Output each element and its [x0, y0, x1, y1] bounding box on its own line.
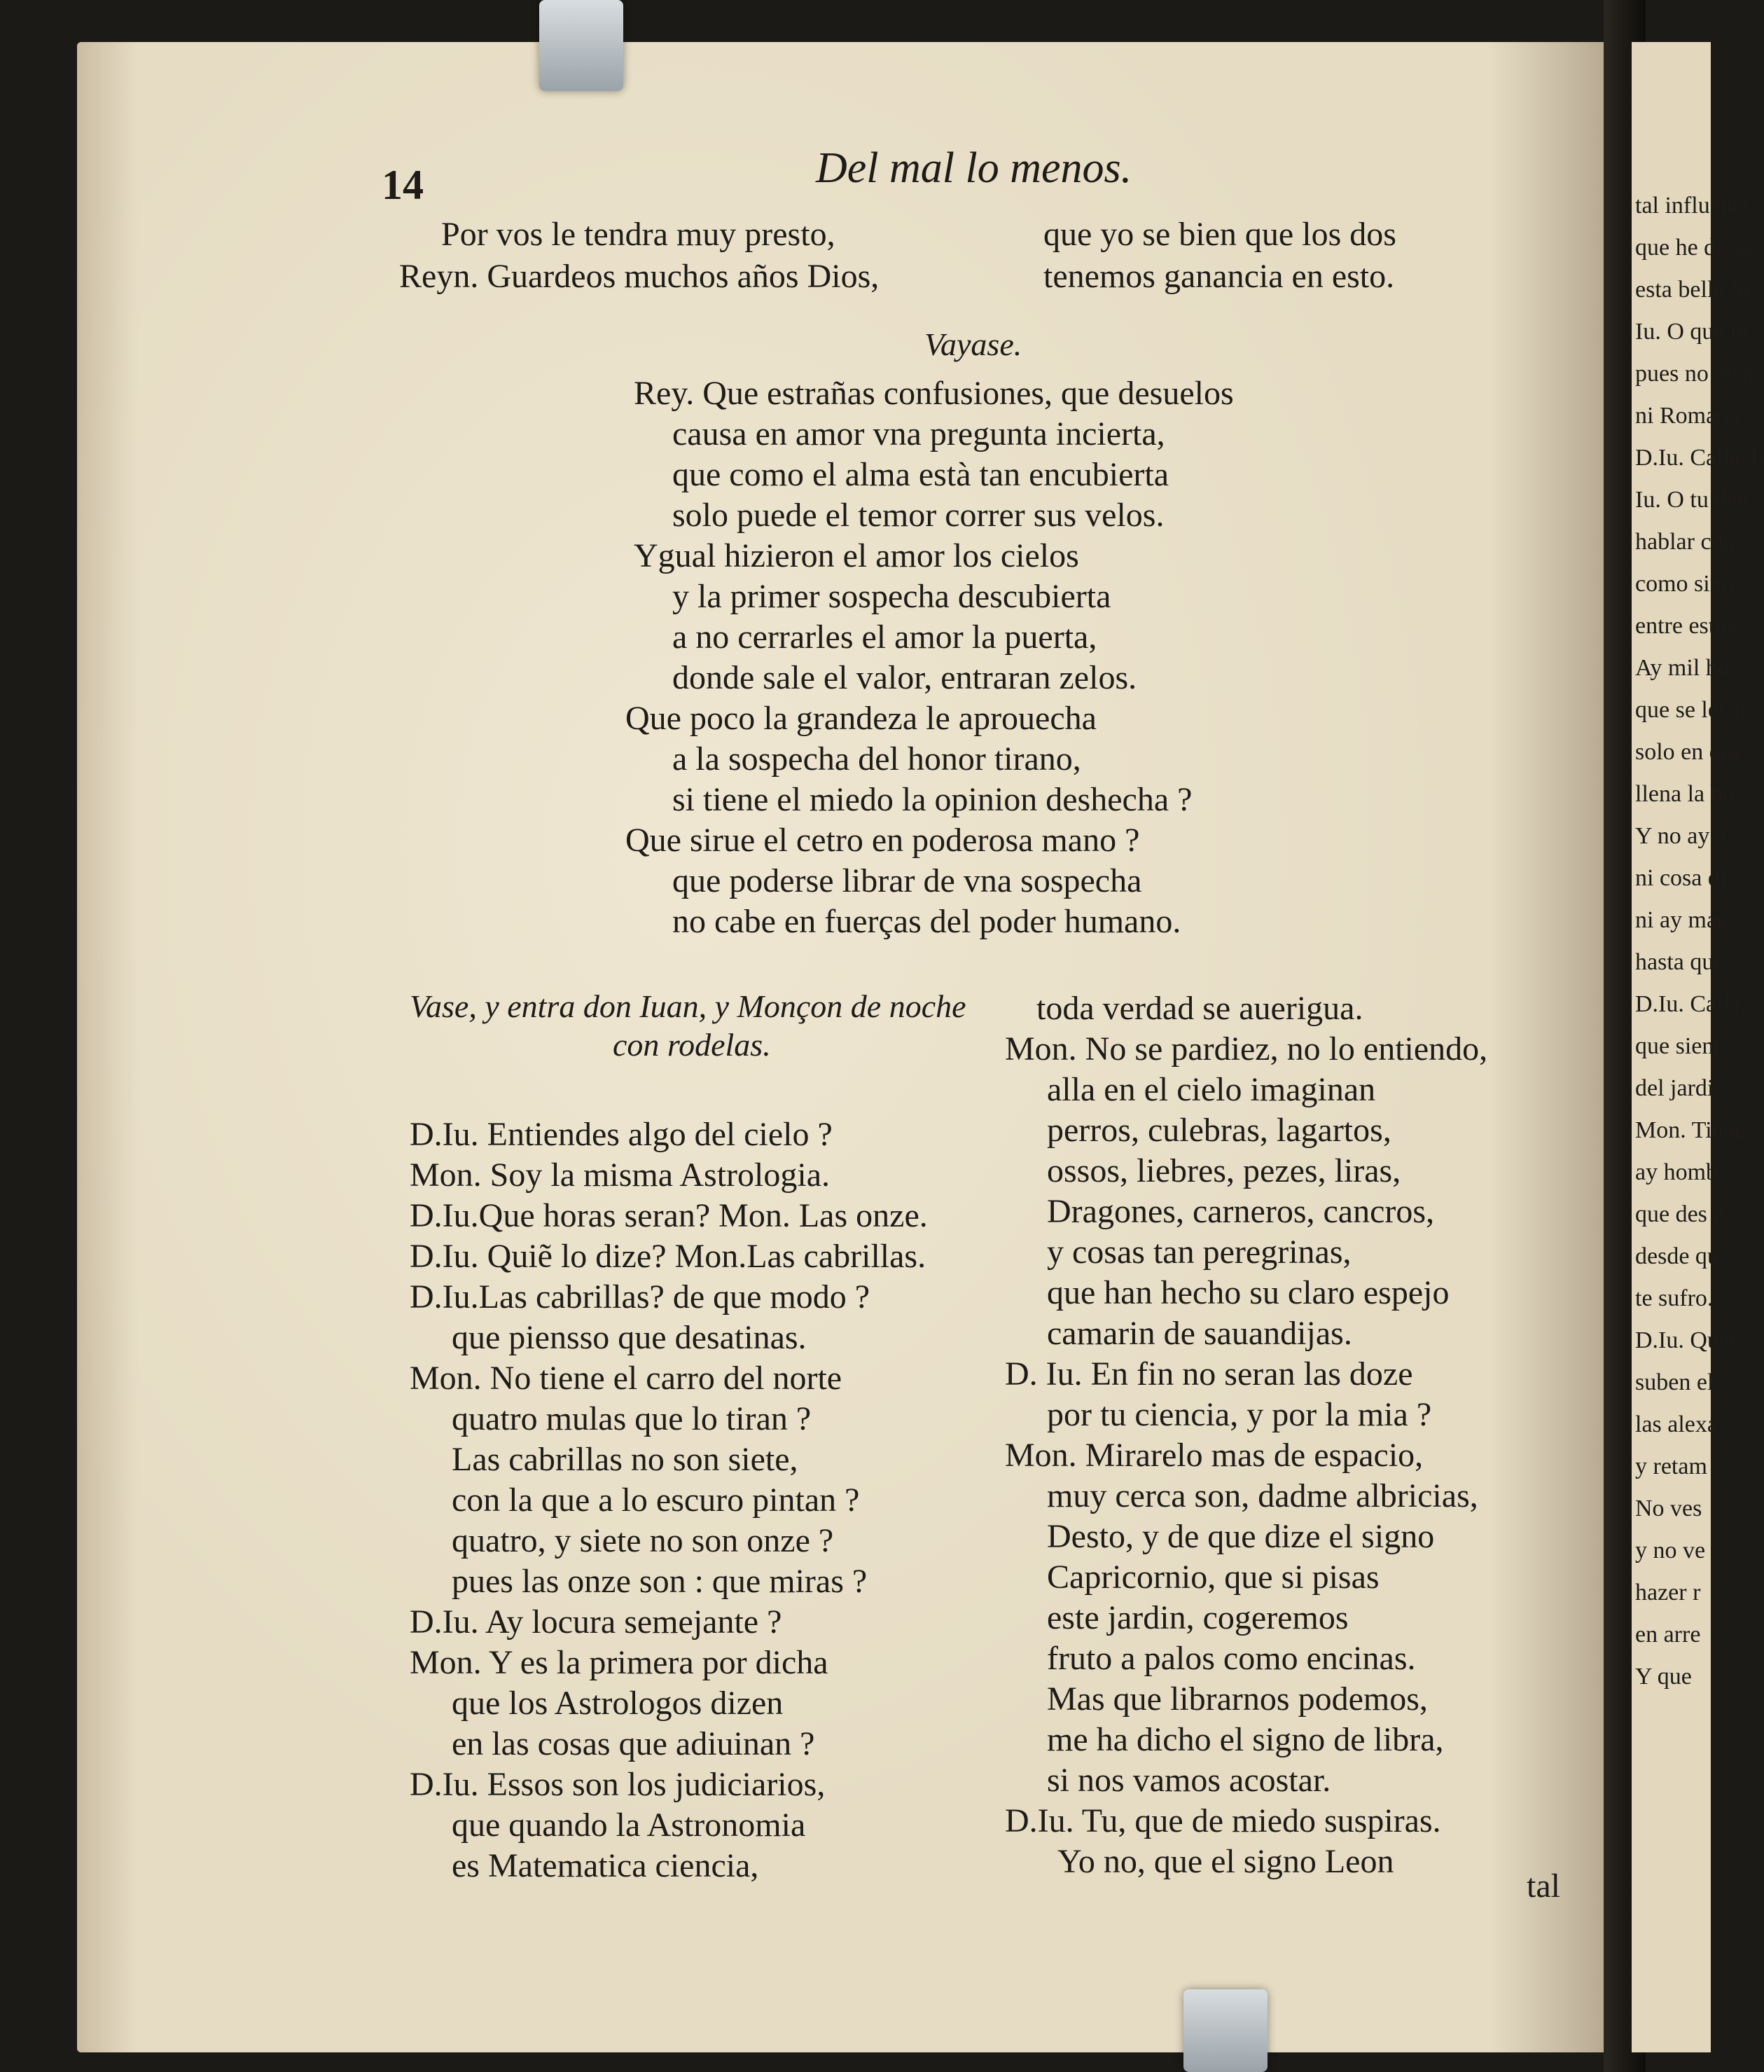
dialogue-line: Mon. Y es la primera por dicha — [410, 1644, 828, 1681]
facing-line: ni Romano — [1635, 403, 1741, 429]
page-clip-top — [539, 0, 623, 91]
top-left-line-2: Reyn. Guardeos muchos años Dios, — [399, 258, 880, 295]
page-clip-bottom — [1183, 1989, 1268, 2072]
sonnet-line: que poderse librar de vna sospecha — [672, 862, 1142, 899]
dialogue-line: fruto a palos como encinas. — [1047, 1640, 1416, 1677]
dialogue-line: Las cabrillas no son siete, — [452, 1441, 798, 1478]
facing-line: Y que — [1635, 1664, 1692, 1690]
sonnet-line: no cabe en fuerças del poder humano. — [672, 903, 1181, 940]
dialogue-line: Capricornio, que si pisas — [1047, 1559, 1380, 1596]
dialogue-line: por tu ciencia, y por la mia ? — [1047, 1396, 1432, 1433]
dialogue-line: que piensso que desatinas. — [452, 1319, 807, 1356]
facing-line: Y no ay a — [1635, 823, 1726, 849]
dialogue-line: me ha dicho el signo de libra, — [1047, 1721, 1444, 1758]
facing-line: y no ve — [1635, 1538, 1706, 1563]
facing-line: ay homb — [1635, 1159, 1718, 1185]
dialogue-line: quatro mulas que lo tiran ? — [452, 1400, 812, 1437]
facing-line: Iu. O que m — [1635, 319, 1749, 345]
facing-line: del jardi — [1635, 1075, 1714, 1101]
dialogue-line: perros, culebras, lagartos, — [1047, 1112, 1391, 1149]
dialogue-line: quatro, y siete no son onze ? — [452, 1522, 834, 1559]
facing-line: y retam — [1635, 1453, 1707, 1479]
stage-direction-vayase: Vayase. — [924, 326, 1022, 362]
dialogue-line: que los Astrologos dizen — [452, 1685, 784, 1722]
facing-line: que se les p — [1635, 697, 1746, 723]
stage-direction-entrance-line-1: Vase, y entra don Iuan, y Monçon de noche — [410, 988, 966, 1024]
sonnet-line: Ygual hizieron el amor los cielos — [634, 537, 1079, 574]
dialogue-line: Mon. No tiene el carro del norte — [410, 1360, 842, 1397]
facing-line: las alexa — [1635, 1411, 1718, 1437]
dialogue-line: D.Iu. Ay locura semejante ? — [410, 1603, 782, 1641]
sonnet-line: causa en amor vna pregunta incierta, — [672, 415, 1165, 453]
sonnet-line: si tiene el miedo la opinion deshecha ? — [672, 781, 1193, 818]
sonnet-line: Que sirue el cetro en poderosa mano ? — [625, 822, 1140, 859]
dialogue-line: Mon. Soy la misma Astrologia. — [410, 1156, 830, 1194]
facing-line: entre estos, — [1635, 613, 1742, 639]
sonnet-line: solo puede el temor correr sus velos. — [672, 497, 1165, 534]
dialogue-line: D.Iu. Tu, que de miedo suspiras. — [1005, 1802, 1441, 1839]
facing-line: hasta que — [1635, 949, 1725, 975]
top-right-line-2: tenemos ganancia en esto. — [1043, 258, 1395, 295]
dialogue-line: si nos vamos acostar. — [1047, 1762, 1331, 1799]
facing-line: solo en dez — [1635, 739, 1742, 765]
facing-line: ni ay mas — [1635, 907, 1727, 933]
sonnet-line: a la sospecha del honor tirano, — [672, 740, 1081, 778]
dialogue-line: Mon. No se pardiez, no lo entiendo, — [1005, 1030, 1488, 1068]
facing-line: Ay mil ho — [1635, 655, 1730, 681]
dialogue-line: este jardin, cogeremos — [1047, 1599, 1349, 1636]
sonnet-line: que como el alma està tan encubierta — [672, 456, 1169, 493]
facing-line: No ves — [1635, 1496, 1702, 1521]
dialogue-line: Mas que librarnos podemos, — [1047, 1680, 1428, 1718]
sonnet-line: donde sale el valor, entraran zelos. — [672, 659, 1137, 696]
facing-line: en arre — [1635, 1622, 1701, 1648]
facing-line: esta bella Sc — [1635, 277, 1754, 303]
dialogue-line: Mon. Mirarelo mas de espacio, — [1005, 1437, 1424, 1474]
dialogue-line: toda verdad se auerigua. — [1036, 990, 1363, 1027]
dialogue-line: D.Iu.Que horas seran? Mon. Las onze. — [410, 1197, 928, 1234]
dialogue-line: D.Iu. Quiẽ lo dize? Mon.Las cabrillas. — [410, 1238, 926, 1275]
facing-line: hazer r — [1635, 1580, 1701, 1605]
sonnet-line: a no cerrarles el amor la puerta, — [672, 619, 1097, 656]
catchword: tal — [1527, 1867, 1560, 1905]
sonnet-line: Que poco la grandeza le aprouecha — [625, 700, 1097, 737]
facing-line: D.Iu. Calla, b — [1635, 445, 1764, 471]
dialogue-line: D.Iu.Las cabrillas? de que modo ? — [410, 1278, 870, 1315]
dialogue-line: alla en el cielo imaginan — [1047, 1071, 1376, 1108]
facing-line: que sient — [1635, 1033, 1721, 1059]
dialogue-line: en las cosas que adiuinan ? — [452, 1725, 815, 1762]
running-head: Del mal lo menos. — [816, 144, 1132, 192]
dialogue-line: es Matematica ciencia, — [452, 1847, 759, 1884]
sonnet-line: y la primer sospecha descubierta — [672, 578, 1111, 615]
dialogue-line: Dragones, carneros, cancros, — [1047, 1193, 1435, 1230]
facing-line: te sufro. — [1635, 1285, 1714, 1311]
facing-line: hablar con — [1635, 529, 1735, 555]
facing-line: desde qu — [1635, 1243, 1719, 1269]
facing-line: Mon. Tiene — [1635, 1117, 1745, 1143]
dialogue-line: D.Iu. Essos son los judiciarios, — [410, 1766, 826, 1803]
dialogue-line: que quando la Astronomia — [452, 1807, 806, 1844]
page-number: 14 — [382, 162, 424, 208]
dialogue-line: con la que a lo escuro pintan ? — [452, 1482, 860, 1519]
facing-line: que he de se — [1635, 235, 1753, 261]
dialogue-line: pues las onze son : que miras ? — [452, 1563, 868, 1600]
dialogue-line: D. Iu. En fin no seran las doze — [1005, 1355, 1413, 1393]
dialogue-line: Yo no, que el signo Leon — [1057, 1843, 1394, 1880]
facing-line: tal influenci — [1635, 193, 1750, 219]
facing-line: pues no ay a — [1635, 361, 1754, 387]
facing-line: suben el — [1635, 1369, 1714, 1395]
stage-direction-entrance-line-2: con rodelas. — [613, 1027, 771, 1063]
facing-line: Iu. O tu deu — [1635, 487, 1749, 513]
dialogue-line: ossos, liebres, pezes, liras, — [1047, 1152, 1401, 1189]
dialogue-line: que han hecho su claro espejo — [1047, 1274, 1450, 1311]
facing-line: ni cosa di — [1635, 865, 1727, 891]
dialogue-line: y cosas tan peregrinas, — [1047, 1234, 1352, 1271]
facing-line: que des e — [1635, 1201, 1724, 1227]
sonnet-line: Rey. Que estrañas confusiones, que desuelos — [634, 375, 1234, 412]
dialogue-line: muy cerca son, dadme albricias, — [1047, 1477, 1478, 1514]
facing-line: D.Iu. Quec — [1635, 1327, 1741, 1353]
dialogue-line: D.Iu. Entiendes algo del cielo ? — [410, 1116, 833, 1153]
dialogue-line: camarin de sauandijas. — [1047, 1315, 1352, 1352]
facing-line: D.Iu. Calla, — [1635, 991, 1746, 1017]
facing-line: llena la bo — [1635, 781, 1735, 807]
facing-line: como sino — [1635, 571, 1734, 597]
top-right-line-1: que yo se bien que los dos — [1043, 216, 1396, 253]
dialogue-line: Desto, y de que dize el signo — [1047, 1518, 1435, 1555]
top-left-line-1: Por vos le tendra muy presto, — [441, 216, 835, 253]
